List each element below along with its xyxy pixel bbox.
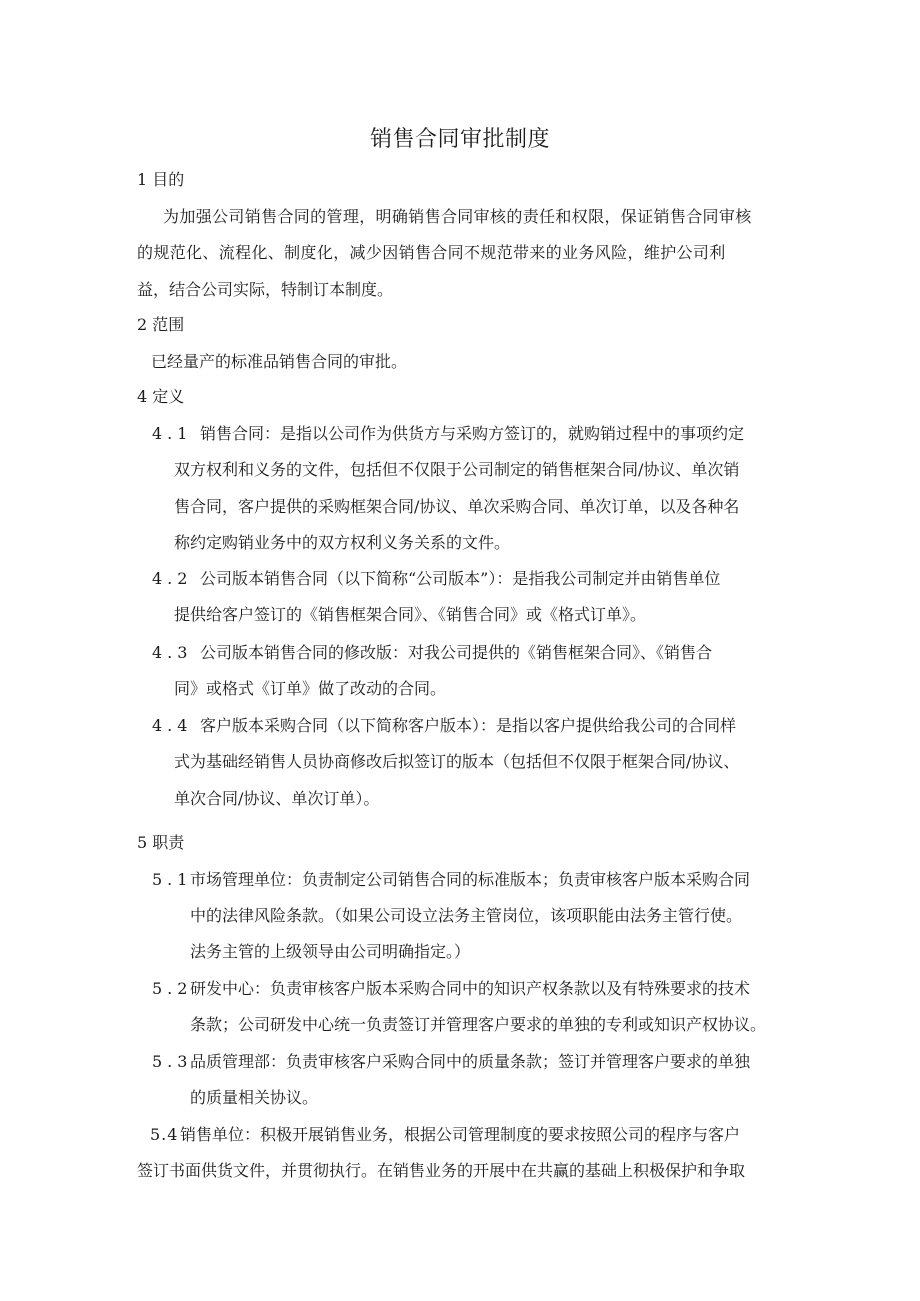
item-number: 4.4 bbox=[152, 716, 193, 735]
item-5-3 bbox=[152, 1052, 750, 1072]
item-line: 市场管理单位：负责制定公司销售合同的标准版本；负责审核客户版本采购合同 bbox=[190, 870, 751, 889]
section-1-line: 的规范化、流程化、制度化，减少因销售合同不规范带来的业务风险，维护公司利 bbox=[137, 243, 726, 262]
item-4-3 bbox=[152, 643, 712, 663]
section-2-heading: 2 范围 bbox=[137, 315, 185, 334]
item-4-2 bbox=[152, 569, 720, 589]
section-1-heading: 1 目的 bbox=[137, 170, 185, 189]
item-4-1-line: 售合同，客户提供的采购框架合同/协议、单次采购合同、单次订单，以及各种名 bbox=[174, 497, 740, 516]
item-line: 公司版本销售合同的修改版：对我公司提供的《销售框架合同》、《销售合 bbox=[200, 643, 713, 662]
item-4-1-line: 双方权利和义务的文件，包括但不仅限于公司制定的销售框架合同/协议、单次销 bbox=[174, 460, 740, 479]
document-title: 销售合同审批制度 bbox=[369, 127, 550, 152]
item-5-3-line: 的质量相关协议。 bbox=[190, 1088, 319, 1107]
item-number: 4.3 bbox=[152, 643, 193, 662]
item-number: 4.1 bbox=[152, 424, 193, 443]
item-5-2 bbox=[152, 979, 750, 999]
item-4-1-line: 称约定购销业务中的双方权利义务关系的文件。 bbox=[174, 533, 511, 552]
item-number: 5.1 bbox=[152, 870, 193, 889]
item-number: 5.4 bbox=[150, 1125, 179, 1144]
item-line: 销售合同：是指以公司作为供货方与采购方签订的，就购销过程中的事项约定 bbox=[200, 424, 745, 443]
item-4-4-line: 单次合同/协议、单次订单）。 bbox=[174, 789, 380, 808]
item-line: 客户版本采购合同（以下简称客户版本）：是指以客户提供给我公司的合同样 bbox=[200, 716, 737, 735]
item-line: 品质管理部：负责审核客户采购合同中的质量条款；签订并管理客户要求的单独 bbox=[190, 1052, 751, 1071]
item-5-1-line: 法务主管的上级领导由公司明确指定。） bbox=[190, 942, 471, 961]
item-4-3-line: 同》或格式《订单》做了改动的合同。 bbox=[174, 679, 447, 698]
section-2-line: 已经量产的标准品销售合同的审批。 bbox=[151, 352, 408, 371]
item-number: 5.3 bbox=[152, 1052, 193, 1071]
item-5-4-line: 签订书面供货文件，并贯彻执行。在销售业务的开展中在共赢的基础上积极保护和争取 bbox=[137, 1161, 746, 1180]
item-number: 4.2 bbox=[152, 569, 193, 588]
item-4-1 bbox=[152, 424, 744, 444]
section-1-line: 益，结合公司实际，特制订本制度。 bbox=[137, 280, 394, 299]
section-5-heading: 5 职责 bbox=[137, 833, 185, 852]
item-line: 研发中心：负责审核客户版本采购合同中的知识产权条款以及有特殊要求的技术 bbox=[190, 979, 751, 998]
item-5-4 bbox=[150, 1125, 740, 1145]
item-line: 公司版本销售合同（以下简称“公司版本”）：是指我公司制定并由销售单位 bbox=[200, 569, 721, 588]
section-4-heading: 4 定义 bbox=[137, 387, 185, 406]
item-line: 销售单位：积极开展销售业务，根据公司管理制度的要求按照公司的程序与客户 bbox=[180, 1125, 741, 1144]
item-5-2-line: 条款；公司研发中心统一负责签订并管理客户要求的单独的专利或知识产权协议。 bbox=[190, 1015, 767, 1034]
item-4-4 bbox=[152, 716, 736, 736]
item-4-2-line: 提供给客户签订的《销售框架合同》、《销售合同》或《格式订单》。 bbox=[174, 605, 647, 624]
item-5-1-line: 中的法律风险条款。（如果公司设立法务主管岗位，该项职能由法务主管行使。 bbox=[190, 906, 743, 925]
section-1-line: 为加强公司销售合同的管理，明确销售合同审核的责任和权限，保证销售合同审核 bbox=[163, 207, 752, 226]
item-number: 5.2 bbox=[152, 979, 193, 998]
item-4-4-line: 式为基础经销售人员协商修改后拟签订的版本（包括但不仅限于框架合同/协议、 bbox=[174, 752, 740, 771]
item-5-1 bbox=[152, 870, 750, 890]
